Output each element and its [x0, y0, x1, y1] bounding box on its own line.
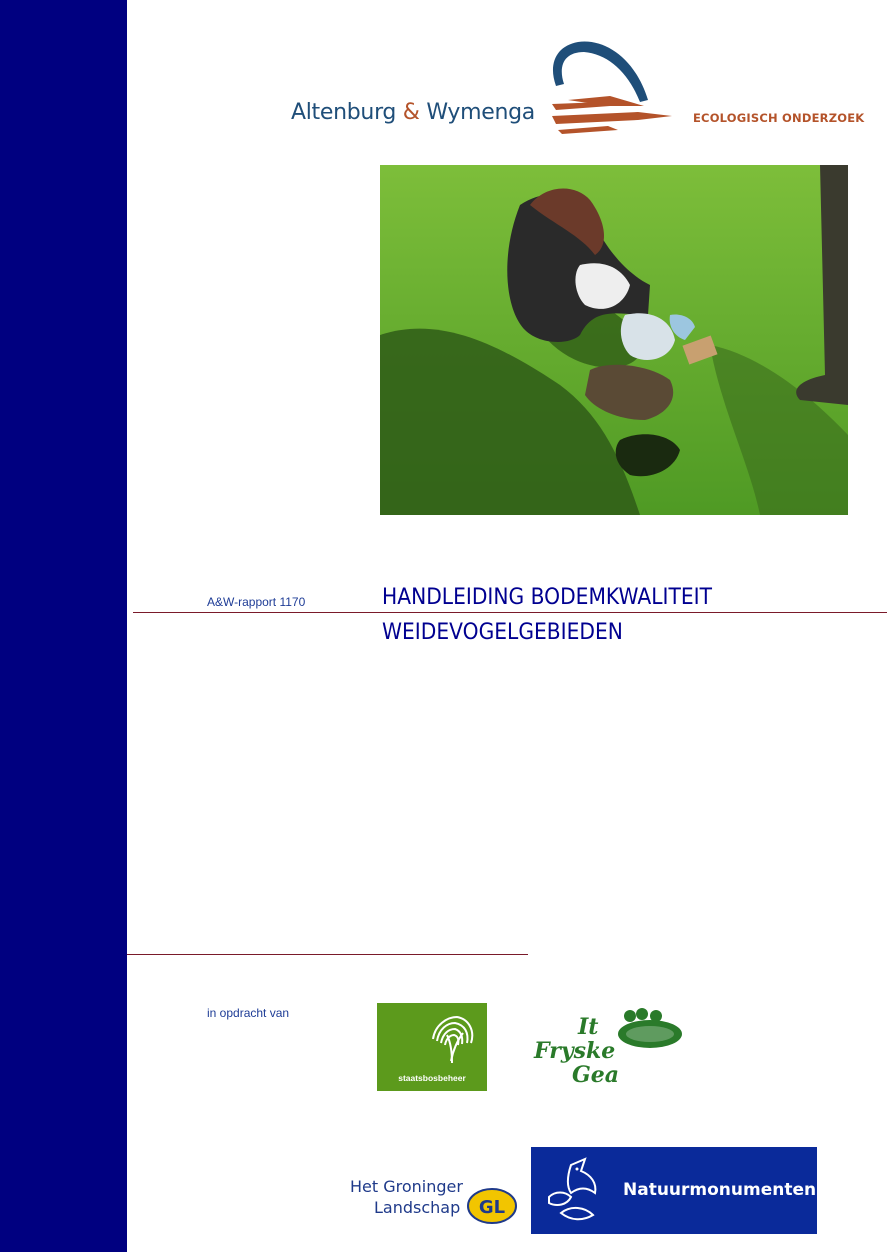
- groninger-landschap-logo: [350, 1176, 463, 1218]
- report-title-line-2: WEIDEVOGELGEBIEDEN: [382, 620, 623, 645]
- report-number: A&W-rapport 1170: [207, 595, 306, 609]
- title-divider: [133, 612, 887, 613]
- natuurmonumenten-logo: [531, 1147, 817, 1234]
- it-fryske-gea-line-2: Fryske: [534, 1038, 616, 1064]
- tree-icon: [429, 1013, 475, 1065]
- brand-logo-icon: [548, 40, 676, 138]
- cover-photo: [380, 165, 848, 515]
- staatsbosbeheer-logo: [377, 1003, 487, 1091]
- groninger-landschap-line-2: Landschap: [374, 1198, 461, 1217]
- it-fryske-gea-emblem-icon: [606, 1008, 682, 1054]
- brand-name: Altenburg & Wymenga: [291, 100, 535, 125]
- natuurmonumenten-label: Natuurmonumenten: [623, 1180, 817, 1200]
- left-sidebar-band: [0, 0, 127, 1252]
- brand-subtitle: ECOLOGISCH ONDERZOEK: [693, 111, 865, 125]
- groninger-landschap-badge-text: GL: [478, 1197, 506, 1218]
- report-title-line-1: HANDLEIDING BODEMKWALITEIT: [382, 585, 712, 610]
- groninger-landschap-badge-icon: [467, 1188, 517, 1224]
- footer-divider: [127, 954, 528, 955]
- groninger-landschap-line-1: Het Groninger: [350, 1177, 463, 1196]
- commissioned-by-label: in opdracht van: [207, 1006, 290, 1020]
- it-fryske-gea-line-1: It: [578, 1014, 599, 1040]
- staatsbosbeheer-label: staatsbosbeheer: [398, 1073, 466, 1083]
- it-fryske-gea-line-3: Gea: [572, 1062, 620, 1088]
- bird-fish-icon: [541, 1157, 611, 1225]
- report-title: [382, 580, 712, 650]
